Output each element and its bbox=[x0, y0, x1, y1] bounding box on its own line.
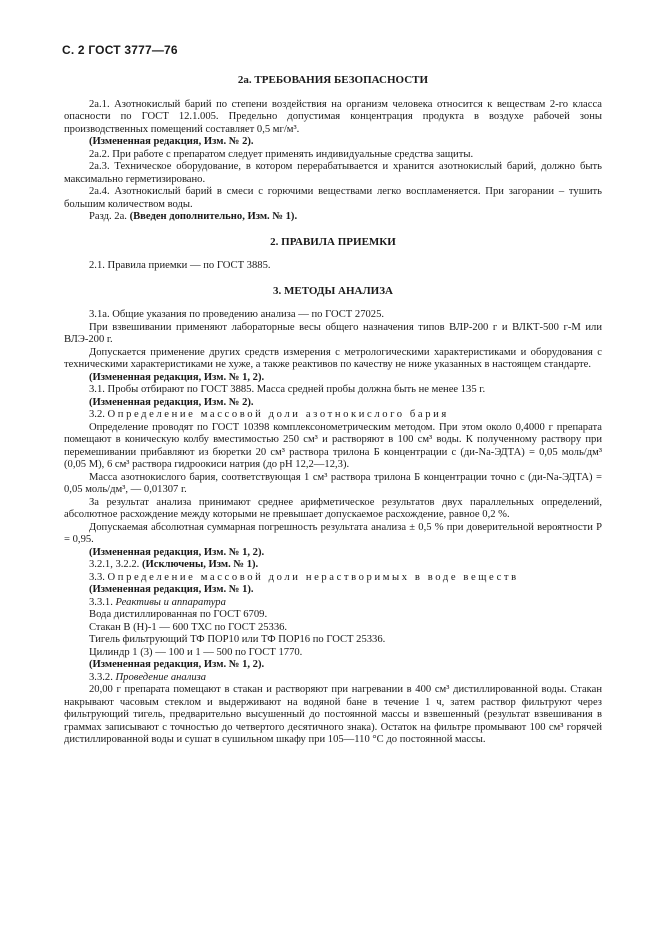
amendment-note: (Измененная редакция, Изм. № 2). bbox=[89, 136, 254, 147]
paragraph-weighing: При взвешивании применяют лабораторные весы общего назначения типов ВЛР-200 г и ВЛКТ-500 г-М или ВЛЭ-200 г. bbox=[64, 321, 602, 345]
paragraph-2a-section-note bbox=[64, 211, 602, 224]
amendment-note: (Измененная редакция, Изм. № 1, 2). bbox=[89, 659, 265, 670]
clause-number: 3.2.1, 3.2.2. bbox=[89, 559, 140, 570]
paragraph-procedure: 20,00 г препарата помещают в стакан и растворяют при нагревании в 400 см³ дистиллированной воды. Стакан накрывают часовым стеклом и выдерживают на водяной бане в течение 1 ч, затем раствор фильтруют через фильтрующий тигель, предварительно высушенный до постоянной массы и взвешенный (результат взвешивания в граммах записывают с точностью до четвертого десятичного знака). Остаток на фильтре промывают 100 см³ горячей дистиллированной воды и сушат в сушильном шкафу при 105—110 °С до постоянной массы. bbox=[64, 684, 602, 745]
amendment-note: (Исключены, Изм. № 1). bbox=[141, 559, 259, 570]
page-header: С. 2 ГОСТ 3777—76 bbox=[62, 43, 178, 57]
paragraph-allowed: Допускается применение других средств измерения с метрологическими характеристиками и оборудования с техническими характеристиками не хуже, а также реактивов по качеству не ниже указанных в настоящем стандарте. bbox=[64, 346, 602, 370]
section-ref: Разд. 2а. bbox=[89, 211, 127, 222]
paragraph-3-1: 3.1. Пробы отбирают по ГОСТ 3885. Масса средней пробы должна быть не менее 135 г. bbox=[89, 384, 486, 395]
section-2-title: 2. ПРАВИЛА ПРИЕМКИ bbox=[270, 235, 396, 248]
clause-number: 3.2. bbox=[89, 409, 105, 420]
paragraph-3-3-2-heading bbox=[64, 672, 602, 685]
section-3-title: 3. МЕТОДЫ АНАЛИЗА bbox=[273, 284, 393, 297]
amendment-note: (Измененная редакция, Изм. № 1, 2). bbox=[89, 371, 265, 383]
paragraph-3-3-heading bbox=[64, 572, 602, 585]
paragraph-determination-3: За результат анализа принимают среднее арифметическое результатов двух параллельных определений, абсолютное расхождение между которыми не превышает допускаемое расхождение, равное 0,2 %. bbox=[64, 496, 602, 520]
reagent-item: Стакан В (Н)-1 — 600 ТХС по ГОСТ 25336. bbox=[89, 621, 288, 633]
amendment-note: (Измененная редакция, Изм. № 1, 2). bbox=[89, 546, 265, 558]
clause-title: Определение массовой доли нерастворимых в воде веществ bbox=[107, 571, 519, 583]
amendment-note: (Измененная редакция, Изм. № 1). bbox=[89, 584, 254, 595]
clause-number: 3.3.2. bbox=[89, 671, 113, 683]
amendment-note: (Введен дополнительно, Изм. № 1). bbox=[129, 211, 298, 222]
paragraph-3-2-heading bbox=[64, 409, 602, 422]
clause-title: Определение массовой доли азотнокислого бария bbox=[107, 409, 449, 420]
section-2a-title: 2а. ТРЕБОВАНИЯ БЕЗОПАСНОСТИ bbox=[237, 74, 429, 86]
paragraph-2a-1: 2а.1. Азотнокислый барий по степени воздействия на организм человека относится к веществам 2-го класса опасности по ГОСТ 12.1.005. Предельно допустимая концентрация продукта в воздухе рабочей зоны производственных помещений составляет 0,5 мг/м³. bbox=[64, 98, 602, 135]
paragraph-2-1: 2.1. Правила приемки — по ГОСТ 3885. bbox=[89, 260, 271, 271]
amendment-note: (Измененная редакция, Изм. № 2). bbox=[89, 396, 254, 408]
clause-number: 3.3. bbox=[89, 571, 105, 583]
paragraph-2a-2: 2а.2. При работе с препаратом следует применять индивидуальные средства защиты. bbox=[89, 148, 474, 160]
clause-title: Проведение анализа bbox=[115, 671, 207, 683]
paragraph-determination-1: Определение проводят по ГОСТ 10398 комплексонометрическим методом. При этом около 0,4000 г препарата помещают в коническую колбу вместимостью 250 см³ и растворяют в 100 см³ воды. К полученному раствору при перемешивании прибавляют из бюретки 20 см³ раствора трилона Б концентрации с (ди-Na-ЭДТА) = 0,05 моль/дм³ (0,05 М), 6 см³ раствора гидроокиси натрия (до рН 12,2—12,3). bbox=[64, 421, 602, 470]
paragraph-3-2-1 bbox=[64, 559, 602, 572]
reagent-item: Тигель фильтрующий ТФ ПОР10 или ТФ ПОР16 по ГОСТ 25336. bbox=[89, 634, 386, 645]
paragraph-2a-3: 2а.3. Техническое оборудование, в котором перерабатывается и хранится азотнокислый барий, должно быть максимально герметизировано. bbox=[64, 161, 602, 185]
paragraph-2a-4: 2а.4. Азотнокислый барий в смеси с горючими веществами легко воспламеняется. При загорании – тушить большим количеством воды. bbox=[64, 186, 602, 210]
paragraph-determination-2: Масса азотнокислого бария, соответствующая 1 см³ раствора трилона Б концентрации точно с (ди-Na-ЭДТА) = 0,05 моль/дм³, — 0,01307 г. bbox=[64, 471, 602, 495]
clause-title: Реактивы и аппаратура bbox=[115, 596, 226, 608]
document-body bbox=[64, 74, 602, 747]
paragraph-determination-4: Допускаемая абсолютная суммарная погрешность результата анализа ± 0,5 % при доверительной вероятности P = 0,95. bbox=[64, 521, 602, 545]
reagent-item: Вода дистиллированная по ГОСТ 6709. bbox=[89, 609, 268, 620]
reagent-item: Цилиндр 1 (3) — 100 и 1 — 500 по ГОСТ 1770. bbox=[89, 646, 303, 658]
paragraph-3-3-1-heading bbox=[64, 597, 602, 610]
clause-number: 3.3.1. bbox=[89, 596, 113, 608]
paragraph-3-1a: 3.1а. Общие указания по проведению анализа — по ГОСТ 27025. bbox=[89, 309, 385, 320]
